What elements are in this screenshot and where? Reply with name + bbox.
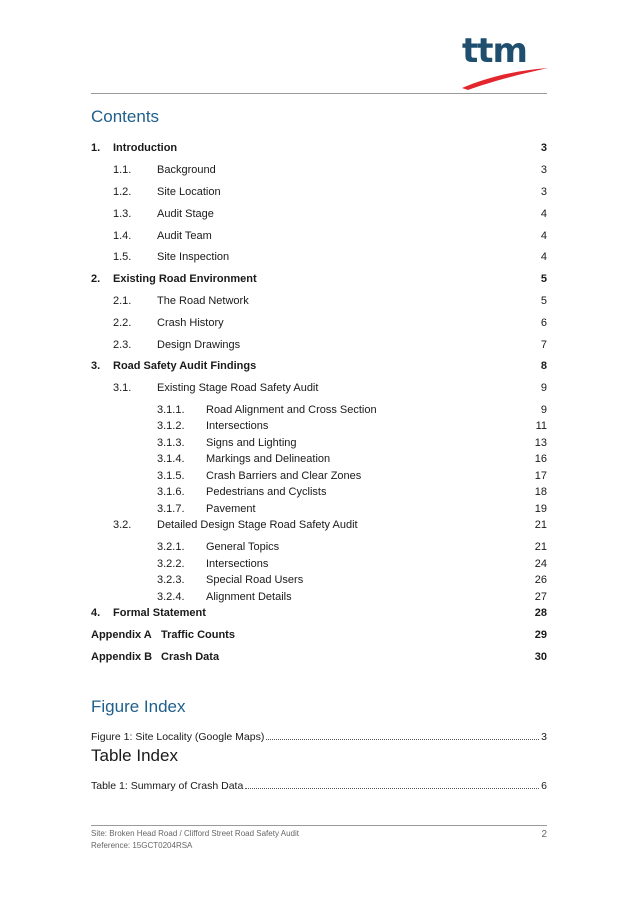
toc-number: 1.3.	[113, 208, 132, 220]
toc-entry[interactable]	[91, 294, 547, 308]
toc-number: 2.	[91, 273, 101, 285]
toc-page: 26	[534, 574, 547, 586]
toc-entry[interactable]	[91, 452, 547, 466]
figure-title: Figure 1: Site Locality (Google Maps)	[91, 731, 265, 743]
toc-entry[interactable]	[91, 485, 547, 499]
toc-title: Formal Statement	[113, 607, 206, 619]
toc-number: 3.1.6.	[157, 486, 185, 498]
toc-entry[interactable]	[91, 419, 547, 433]
toc-number: 2.2.	[113, 317, 132, 329]
toc-entry[interactable]	[91, 436, 547, 450]
toc-title: Audit Stage	[157, 208, 214, 220]
figure-page: 3	[541, 731, 547, 743]
toc-entry[interactable]	[91, 338, 547, 352]
toc-number: 1.1.	[113, 164, 132, 176]
toc-number: 3.	[91, 360, 101, 372]
toc-entry[interactable]	[91, 141, 547, 155]
toc-number: 3.2.2.	[157, 558, 185, 570]
toc-page: 9	[540, 404, 547, 416]
dot-leader	[245, 788, 539, 789]
header-divider	[91, 93, 547, 94]
toc-title: Road Alignment and Cross Section	[206, 404, 377, 416]
page-number: 2	[541, 829, 547, 840]
toc-title: The Road Network	[157, 295, 249, 307]
toc-title: Markings and Delineation	[206, 453, 331, 465]
table-index-heading: Table Index	[91, 746, 178, 765]
toc-page: 21	[534, 541, 547, 553]
toc-entry[interactable]	[91, 163, 547, 177]
logo-swoosh-icon	[460, 64, 550, 90]
toc-number: 3.2.4.	[157, 591, 185, 603]
toc-title: Existing Road Environment	[113, 273, 257, 285]
toc-entry[interactable]	[91, 518, 547, 532]
toc-page: 29	[534, 629, 547, 641]
footer-divider	[91, 825, 547, 826]
toc-page: 17	[534, 470, 547, 482]
toc-page: 3	[540, 186, 547, 198]
toc-number: Appendix B	[91, 651, 153, 663]
toc-title: Audit Team	[157, 230, 212, 242]
toc-page: 4	[540, 230, 547, 242]
figure-index-heading: Figure Index	[91, 697, 186, 716]
footer-site: Site: Broken Head Road / Clifford Street Road Safety Audit	[91, 829, 299, 838]
toc-number: Appendix A	[91, 629, 152, 641]
toc-page: 27	[534, 591, 547, 603]
toc-title: Traffic Counts	[161, 629, 235, 641]
toc-entry[interactable]	[91, 250, 547, 264]
table-index-entry[interactable]	[91, 779, 547, 793]
toc-entry[interactable]	[91, 650, 547, 664]
ttm-logo	[460, 31, 550, 92]
toc-number: 2.1.	[113, 295, 132, 307]
toc-entry[interactable]	[91, 540, 547, 554]
toc-entry[interactable]	[91, 403, 547, 417]
toc-entry[interactable]	[91, 469, 547, 483]
toc-page: 30	[534, 651, 547, 663]
toc-page: 24	[534, 558, 547, 570]
toc-number: 4.	[91, 607, 101, 619]
toc-title: Intersections	[206, 558, 269, 570]
toc-number: 2.3.	[113, 339, 132, 351]
toc-title: Special Road Users	[206, 574, 304, 586]
toc-page: 13	[534, 437, 547, 449]
toc-entry[interactable]	[91, 359, 547, 373]
toc-entry[interactable]	[91, 590, 547, 604]
toc-page: 5	[540, 273, 547, 285]
toc-page: 11	[535, 420, 547, 432]
table-page: 6	[541, 780, 547, 792]
toc-title: Pavement	[206, 503, 256, 515]
toc-number: 3.1.1.	[157, 404, 185, 416]
toc-number: 3.1.5.	[157, 470, 185, 482]
toc-title: Intersections	[206, 420, 269, 432]
toc-entry[interactable]	[91, 316, 547, 330]
toc-page: 6	[540, 317, 547, 329]
toc-title: Site Inspection	[157, 251, 230, 263]
toc-title: Design Drawings	[157, 339, 241, 351]
toc-title: Background	[157, 164, 216, 176]
toc-entry[interactable]	[91, 229, 547, 243]
toc-title: Road Safety Audit Findings	[113, 360, 257, 372]
toc-entry[interactable]	[91, 557, 547, 571]
dot-leader	[266, 739, 539, 740]
logo-text: ttm	[462, 31, 527, 71]
toc-title: Crash Data	[161, 651, 220, 663]
toc-number: 3.1.7.	[157, 503, 185, 515]
toc-entry[interactable]	[91, 573, 547, 587]
toc-title: Crash History	[157, 317, 224, 329]
toc-number: 3.1.3.	[157, 437, 185, 449]
toc-entry[interactable]	[91, 381, 547, 395]
toc-title: Site Location	[157, 186, 221, 198]
toc-page: 28	[534, 607, 547, 619]
toc-title: Introduction	[113, 142, 178, 154]
toc-entry[interactable]	[91, 207, 547, 221]
toc-number: 3.1.	[113, 382, 132, 394]
toc-page: 16	[534, 453, 547, 465]
toc-number: 1.2.	[113, 186, 132, 198]
toc-page: 4	[540, 251, 547, 263]
toc-page: 8	[540, 360, 547, 372]
toc-page: 19	[534, 503, 547, 515]
toc-number: 3.2.3.	[157, 574, 185, 586]
table-title: Table 1: Summary of Crash Data	[91, 780, 244, 792]
footer-reference: Reference: 15GCT0204RSA	[91, 841, 193, 850]
toc-page: 5	[540, 295, 547, 307]
toc-number: 3.2.	[113, 519, 132, 531]
toc-title: Detailed Design Stage Road Safety Audit	[157, 519, 358, 531]
toc-number: 1.5.	[113, 251, 132, 263]
contents-heading: Contents	[91, 107, 160, 126]
toc-title: Pedestrians and Cyclists	[206, 486, 327, 498]
toc-number: 3.1.4.	[157, 453, 185, 465]
toc-page: 21	[534, 519, 547, 531]
toc-title: Signs and Lighting	[206, 437, 297, 449]
figure-index-entry[interactable]	[91, 730, 547, 744]
toc-page: 18	[534, 486, 547, 498]
toc-title: Crash Barriers and Clear Zones	[206, 470, 362, 482]
toc-title: General Topics	[206, 541, 280, 553]
toc-page: 7	[540, 339, 547, 351]
toc-page: 4	[540, 208, 547, 220]
toc-number: 3.1.2.	[157, 420, 185, 432]
toc-entry[interactable]	[91, 628, 547, 642]
toc-title: Existing Stage Road Safety Audit	[157, 382, 319, 394]
toc-entry[interactable]	[91, 502, 547, 516]
toc-entry[interactable]	[91, 272, 547, 286]
toc-page: 3	[540, 142, 547, 154]
toc-entry[interactable]	[91, 185, 547, 199]
toc-page: 3	[540, 164, 547, 176]
toc-page: 9	[540, 382, 547, 394]
toc-number: 1.	[91, 142, 101, 154]
toc-entry[interactable]	[91, 606, 547, 620]
toc-title: Alignment Details	[206, 591, 292, 603]
toc-number: 1.4.	[113, 230, 132, 242]
toc-number: 3.2.1.	[157, 541, 185, 553]
